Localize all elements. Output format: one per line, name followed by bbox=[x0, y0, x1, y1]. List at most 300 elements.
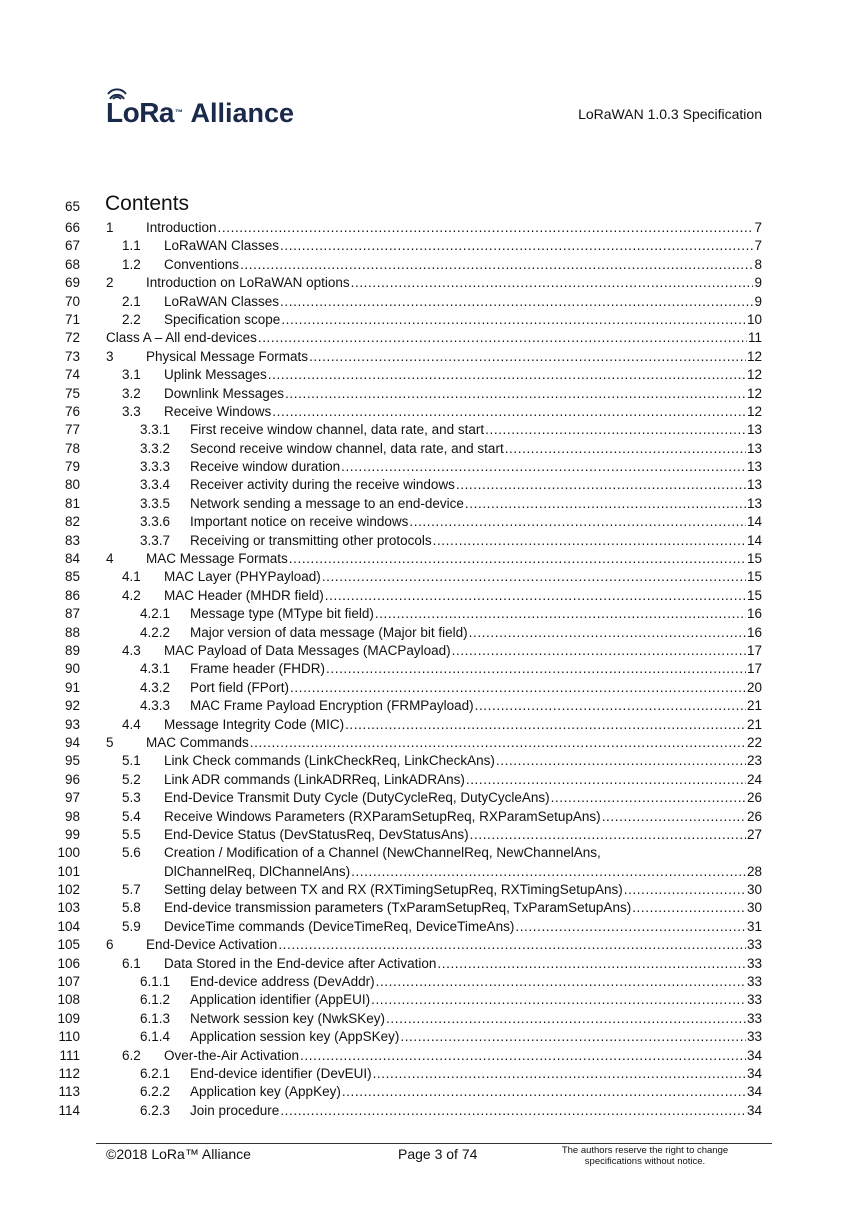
toc-section-title: Receiving or transmitting other protocols bbox=[190, 532, 432, 548]
toc-row bbox=[0, 532, 868, 550]
dot-leader bbox=[505, 440, 746, 458]
toc-page-number: 34 bbox=[746, 1065, 762, 1081]
dot-leader bbox=[475, 697, 746, 715]
dot-leader bbox=[456, 476, 746, 494]
toc-section-title: End-Device Status (DevStatusReq, DevStatusAns) bbox=[164, 826, 469, 842]
contents-heading-row bbox=[0, 192, 868, 217]
toc-section-number: 3.1 bbox=[122, 367, 141, 383]
toc-row bbox=[0, 311, 868, 329]
toc-entry-link[interactable] bbox=[122, 789, 762, 807]
toc-page-number: 7 bbox=[754, 238, 762, 254]
toc-entry-link[interactable] bbox=[140, 440, 762, 458]
toc-entry-link[interactable] bbox=[140, 513, 762, 531]
toc-section-title: Network session key (NwkSKey) bbox=[190, 1010, 386, 1026]
toc-row bbox=[0, 642, 868, 660]
toc-section-number: 4.2 bbox=[122, 587, 141, 603]
toc-section-title: Receive Windows Parameters (RXParamSetupReq, RXParamSetupAns) bbox=[164, 808, 601, 824]
line-number: 69 bbox=[64, 275, 80, 291]
dot-leader bbox=[322, 568, 746, 586]
line-number: 80 bbox=[64, 477, 80, 493]
document-title: LoRaWAN 1.0.3 Specification bbox=[578, 106, 762, 122]
toc-section-title: Receive window duration bbox=[190, 459, 341, 475]
line-number: 65 bbox=[64, 199, 80, 214]
toc-row bbox=[0, 403, 868, 421]
dot-leader bbox=[632, 899, 746, 917]
toc-section-number: 3.3.1 bbox=[140, 422, 171, 438]
toc-entry-link[interactable] bbox=[140, 1010, 762, 1028]
toc-page-number: 24 bbox=[746, 771, 762, 787]
line-number: 90 bbox=[64, 661, 80, 677]
toc-section-number: 6.1.4 bbox=[140, 1029, 171, 1045]
dot-leader bbox=[465, 495, 746, 513]
dot-leader bbox=[624, 881, 746, 899]
toc-row bbox=[0, 293, 868, 311]
toc-row bbox=[0, 237, 868, 255]
toc-row bbox=[0, 716, 868, 734]
toc-section-title: Application key (AppKey) bbox=[190, 1084, 341, 1100]
toc-entry-link[interactable] bbox=[122, 918, 762, 936]
dot-leader bbox=[602, 808, 746, 826]
toc-page-number: 13 bbox=[746, 459, 762, 475]
footer-copyright: ©2018 LoRa™ Alliance bbox=[106, 1146, 251, 1162]
dot-leader bbox=[218, 219, 754, 237]
toc-entry-link[interactable] bbox=[140, 697, 762, 715]
dot-leader bbox=[342, 1083, 746, 1101]
line-number: 107 bbox=[57, 974, 80, 990]
dot-leader bbox=[278, 936, 746, 954]
dot-leader bbox=[326, 660, 746, 678]
toc-section-number: 3 bbox=[106, 348, 114, 364]
toc-row bbox=[0, 789, 868, 807]
toc-section-number: 6.1 bbox=[122, 955, 141, 971]
toc-entry-link[interactable] bbox=[140, 476, 762, 494]
toc-section-number: 5.4 bbox=[122, 808, 141, 824]
toc-section-title: Physical Message Formats bbox=[146, 348, 309, 364]
line-number: 77 bbox=[64, 422, 80, 438]
toc-row bbox=[0, 440, 868, 458]
toc-section-title: First receive window channel, data rate, and start bbox=[190, 422, 485, 438]
toc-entry-link[interactable] bbox=[122, 1047, 762, 1065]
line-number: 110 bbox=[58, 1029, 80, 1045]
signal-waves-icon bbox=[107, 86, 127, 100]
line-number: 79 bbox=[64, 459, 80, 475]
dot-leader bbox=[485, 421, 746, 439]
toc-entry-link[interactable] bbox=[122, 771, 762, 789]
line-number: 100 bbox=[57, 845, 80, 861]
toc-section-number: 6.2.3 bbox=[140, 1102, 171, 1118]
line-number: 68 bbox=[64, 256, 80, 272]
toc-page-number: 15 bbox=[746, 587, 762, 603]
toc-section-number: 2 bbox=[106, 275, 114, 291]
line-number: 102 bbox=[57, 882, 80, 898]
line-number: 99 bbox=[64, 826, 80, 842]
toc-section-title: Message Integrity Code (MIC) bbox=[164, 716, 345, 732]
toc-entry-link[interactable] bbox=[122, 385, 762, 403]
toc-section-title: Introduction bbox=[146, 220, 217, 235]
toc-section-title: Setting delay between TX and RX (RXTimingSetupReq, RXTimingSetupAns) bbox=[164, 882, 623, 898]
dot-leader bbox=[345, 716, 746, 734]
toc-page-number: 34 bbox=[746, 1047, 762, 1063]
toc-page-number: 33 bbox=[746, 1029, 762, 1045]
dot-leader bbox=[300, 1047, 746, 1065]
toc-entry-link[interactable] bbox=[106, 550, 762, 568]
toc-page-number: 13 bbox=[746, 495, 762, 511]
toc-section-number: 3.3.6 bbox=[140, 514, 171, 530]
line-number: 88 bbox=[64, 624, 80, 640]
line-number: 78 bbox=[64, 440, 80, 456]
toc-entry-link[interactable] bbox=[122, 808, 762, 826]
logo-letters bbox=[106, 98, 174, 128]
toc-row bbox=[0, 899, 868, 917]
toc-row bbox=[0, 808, 868, 826]
toc-row bbox=[0, 679, 868, 697]
line-number: 93 bbox=[64, 716, 80, 732]
toc-page-number: 23 bbox=[746, 753, 762, 769]
toc-section-title: Over-the-Air Activation bbox=[164, 1047, 300, 1063]
toc-page-number: 17 bbox=[746, 661, 762, 677]
toc-entry-link[interactable] bbox=[106, 274, 762, 292]
toc-row bbox=[0, 624, 868, 642]
toc-section-number: 4.1 bbox=[122, 569, 141, 585]
toc-page-number: 21 bbox=[746, 698, 762, 714]
toc-entry-link[interactable] bbox=[122, 826, 762, 844]
line-number: 98 bbox=[64, 808, 80, 824]
toc-page-number: 21 bbox=[746, 716, 762, 732]
toc-section-title: End-device transmission parameters (TxParamSetupReq, TxParamSetupAns) bbox=[164, 900, 632, 916]
toc-section-number: 6.1.3 bbox=[140, 1010, 171, 1026]
toc-page-number: 34 bbox=[746, 1102, 762, 1118]
line-number: 92 bbox=[64, 698, 80, 714]
toc-entry-link[interactable] bbox=[122, 366, 762, 384]
toc-row bbox=[0, 513, 868, 531]
line-number: 70 bbox=[64, 293, 80, 309]
toc-row bbox=[0, 329, 868, 347]
toc-entry-link[interactable] bbox=[122, 955, 762, 973]
toc-section-title: LoRaWAN Classes bbox=[164, 293, 280, 309]
dot-leader bbox=[289, 550, 746, 568]
toc-section-title: End-device address (DevAddr) bbox=[190, 974, 375, 990]
toc-row bbox=[0, 752, 868, 770]
toc-row bbox=[0, 826, 868, 844]
toc-row bbox=[0, 734, 868, 752]
toc-page-number: 33 bbox=[746, 992, 762, 1008]
toc-section-title: Link Check commands (LinkCheckReq, LinkCheckAns) bbox=[164, 753, 495, 769]
toc-section-title: Message type (MType bit field) bbox=[190, 606, 374, 622]
toc-entry-link[interactable] bbox=[140, 421, 762, 439]
toc-entry-link[interactable] bbox=[122, 293, 762, 311]
toc-section-title: MAC Frame Payload Encryption (FRMPayload) bbox=[190, 698, 474, 714]
line-number: 112 bbox=[58, 1065, 80, 1081]
dot-leader bbox=[433, 532, 746, 550]
toc-section-number: 5.6 bbox=[122, 845, 141, 861]
toc-page-number: 33 bbox=[746, 937, 762, 953]
toc-page-number: 10 bbox=[746, 311, 762, 327]
toc-page-number: 13 bbox=[746, 440, 762, 456]
line-number: 86 bbox=[64, 587, 80, 603]
toc-section-title: Receive Windows bbox=[164, 403, 272, 419]
toc-entry-link[interactable] bbox=[140, 605, 762, 623]
toc-page-number: 12 bbox=[746, 348, 762, 364]
toc-section-title: Creation / Modification of a Channel (NewChannelReq, NewChannelAns, bbox=[164, 845, 601, 861]
toc-section-title: Uplink Messages bbox=[164, 367, 267, 383]
toc-entry-link[interactable] bbox=[140, 1065, 762, 1083]
toc-page-number: 13 bbox=[746, 422, 762, 438]
toc-page-number: 15 bbox=[746, 551, 762, 567]
toc-section-number: 4.3 bbox=[122, 642, 141, 658]
toc-entry-link[interactable] bbox=[122, 403, 762, 421]
dot-leader bbox=[515, 918, 746, 936]
toc-page-number: 20 bbox=[746, 679, 762, 695]
toc-section-number: 3.2 bbox=[122, 385, 141, 401]
toc-section-number: 1 bbox=[106, 220, 114, 235]
toc-entry-link[interactable] bbox=[122, 716, 762, 734]
toc-entry-link[interactable] bbox=[122, 237, 762, 255]
toc-section-number: 5.7 bbox=[122, 882, 141, 898]
toc-page-number: 13 bbox=[746, 477, 762, 493]
toc-row bbox=[0, 274, 868, 292]
toc-section-number: 4.3.2 bbox=[140, 679, 171, 695]
line-number: 89 bbox=[64, 642, 80, 658]
line-number: 91 bbox=[64, 679, 80, 695]
dot-leader bbox=[375, 605, 746, 623]
toc-entry-link[interactable] bbox=[140, 973, 762, 991]
toc-section-number: 4 bbox=[106, 551, 114, 567]
toc-entry-link[interactable] bbox=[140, 660, 762, 678]
line-number: 81 bbox=[64, 495, 80, 511]
toc-page-number: 12 bbox=[746, 367, 762, 383]
toc-page-number: 17 bbox=[746, 642, 762, 658]
toc-row bbox=[0, 587, 868, 605]
dot-leader bbox=[351, 274, 754, 292]
toc-row bbox=[0, 550, 868, 568]
dot-leader bbox=[496, 752, 746, 770]
toc-section-title: Introduction on LoRaWAN options bbox=[146, 275, 350, 291]
dot-leader bbox=[400, 1028, 746, 1046]
toc-page-number: 27 bbox=[746, 826, 762, 842]
dot-leader bbox=[280, 293, 753, 311]
toc-entry-link[interactable] bbox=[106, 734, 762, 752]
dot-leader bbox=[351, 863, 746, 881]
toc-page-number: 8 bbox=[754, 256, 762, 272]
toc-row bbox=[0, 660, 868, 678]
toc-section-title: Class A – All end-devices bbox=[106, 330, 257, 346]
toc-section-title: Conventions bbox=[164, 256, 240, 272]
toc-page-number: 11 bbox=[747, 330, 762, 346]
toc-entry-link[interactable] bbox=[122, 568, 762, 586]
toc-row bbox=[0, 348, 868, 366]
toc-entry-link[interactable] bbox=[106, 329, 762, 347]
dot-leader bbox=[409, 513, 746, 531]
line-number: 83 bbox=[64, 532, 80, 548]
dot-leader bbox=[470, 826, 746, 844]
toc-row bbox=[0, 495, 868, 513]
toc-page-number: 26 bbox=[746, 808, 762, 824]
line-number: 66 bbox=[64, 220, 80, 235]
toc-row bbox=[0, 1028, 868, 1046]
dot-leader bbox=[466, 771, 746, 789]
toc-entry-link[interactable] bbox=[106, 219, 762, 237]
dot-leader bbox=[373, 1065, 746, 1083]
toc-section-number: 1.2 bbox=[122, 256, 141, 272]
toc-section-title: Join procedure bbox=[190, 1102, 280, 1118]
toc-page-number: 7 bbox=[754, 220, 762, 235]
toc-section-number: 6.1.1 bbox=[140, 974, 171, 990]
toc-entry-link[interactable] bbox=[140, 991, 762, 1009]
dot-leader bbox=[285, 385, 746, 403]
toc-section-number: 4.3.1 bbox=[140, 661, 171, 677]
toc-row bbox=[0, 697, 868, 715]
line-number: 75 bbox=[64, 385, 80, 401]
toc-entry-link[interactable] bbox=[122, 899, 762, 917]
toc-entry-link[interactable] bbox=[122, 311, 762, 329]
line-number: 101 bbox=[57, 863, 80, 879]
toc-entry-link[interactable] bbox=[122, 256, 762, 274]
line-number: 71 bbox=[64, 311, 80, 327]
toc-entry-link[interactable] bbox=[106, 348, 762, 366]
toc-section-number: 5 bbox=[106, 734, 114, 750]
toc-page-number: 16 bbox=[746, 624, 762, 640]
toc-page-number: 15 bbox=[746, 569, 762, 585]
logo-trademark: ™ bbox=[175, 108, 183, 117]
toc-section-title: End-Device Activation bbox=[146, 937, 278, 953]
toc-section-title: Important notice on receive windows bbox=[190, 514, 409, 530]
dot-leader bbox=[280, 237, 753, 255]
dot-leader bbox=[371, 991, 746, 1009]
toc-row bbox=[0, 605, 868, 623]
toc-section-number: 3.3.4 bbox=[140, 477, 171, 493]
toc-section-title: Frame header (FHDR) bbox=[190, 661, 326, 677]
line-number: 67 bbox=[64, 238, 80, 254]
dot-leader bbox=[290, 679, 746, 697]
toc-row bbox=[0, 1102, 868, 1120]
toc-section-title: MAC Message Formats bbox=[146, 551, 288, 567]
dot-leader bbox=[325, 587, 746, 605]
line-number: 97 bbox=[64, 790, 80, 806]
table-of-contents bbox=[0, 219, 868, 1120]
line-number: 105 bbox=[57, 937, 80, 953]
toc-section-number: 4.2.1 bbox=[140, 606, 171, 622]
toc-section-number: 3.3.5 bbox=[140, 495, 171, 511]
toc-row bbox=[0, 973, 868, 991]
line-number: 74 bbox=[64, 367, 80, 383]
dot-leader bbox=[469, 624, 746, 642]
line-number: 113 bbox=[58, 1084, 80, 1100]
toc-section-number: 2.2 bbox=[122, 311, 141, 327]
toc-section-number: 5.9 bbox=[122, 918, 141, 934]
toc-entry-link[interactable] bbox=[122, 587, 762, 605]
toc-entry-link[interactable] bbox=[140, 458, 762, 476]
toc-entry-link[interactable] bbox=[140, 679, 762, 697]
toc-section-title: Second receive window channel, data rate, and start bbox=[190, 440, 504, 456]
dot-leader bbox=[551, 789, 746, 807]
toc-entry-link[interactable] bbox=[140, 1102, 762, 1120]
line-number: 72 bbox=[64, 330, 80, 346]
toc-row bbox=[0, 844, 868, 862]
toc-section-number: 3.3.3 bbox=[140, 459, 171, 475]
toc-page-number: 33 bbox=[746, 974, 762, 990]
toc-entry-link[interactable] bbox=[122, 844, 601, 862]
toc-section-title: MAC Commands bbox=[146, 734, 249, 750]
toc-entry-link[interactable] bbox=[122, 881, 762, 899]
toc-section-title: Downlink Messages bbox=[164, 385, 285, 401]
toc-section-title: DlChannelReq, DlChannelAns) bbox=[164, 863, 351, 879]
line-number: 96 bbox=[64, 771, 80, 787]
logo-word: Alliance bbox=[190, 98, 295, 128]
toc-page-number: 33 bbox=[746, 955, 762, 971]
toc-section-title: Link ADR commands (LinkADRReq, LinkADRAns) bbox=[164, 771, 465, 787]
toc-page-number: 33 bbox=[746, 1010, 762, 1026]
toc-section-number: 5.2 bbox=[122, 771, 141, 787]
toc-section-number: 3.3 bbox=[122, 403, 141, 419]
dot-leader bbox=[452, 642, 746, 660]
toc-entry-link[interactable] bbox=[122, 752, 762, 770]
toc-row bbox=[0, 458, 868, 476]
toc-row bbox=[0, 771, 868, 789]
toc-section-number: 6.1.2 bbox=[140, 992, 171, 1008]
toc-row bbox=[0, 881, 868, 899]
toc-section-title: Specification scope bbox=[164, 311, 281, 327]
toc-row bbox=[0, 918, 868, 936]
logo-mark-text: LoRa bbox=[106, 97, 174, 128]
toc-page-number: 9 bbox=[754, 275, 762, 291]
line-number: 103 bbox=[57, 900, 80, 916]
toc-section-title: Data Stored in the End-device after Activation bbox=[164, 955, 437, 971]
toc-entry-link[interactable] bbox=[140, 1028, 762, 1046]
toc-entry-link[interactable] bbox=[164, 863, 762, 881]
line-number: 76 bbox=[64, 403, 80, 419]
toc-page-number: 26 bbox=[746, 790, 762, 806]
line-number: 94 bbox=[64, 734, 80, 750]
dot-leader bbox=[281, 311, 746, 329]
toc-section-title: Receiver activity during the receive windows bbox=[190, 477, 455, 493]
toc-page-number: 28 bbox=[746, 863, 762, 879]
toc-page-number: 12 bbox=[746, 385, 762, 401]
dot-leader bbox=[280, 1102, 746, 1120]
toc-page-number: 12 bbox=[746, 403, 762, 419]
line-number: 109 bbox=[57, 1010, 80, 1026]
toc-section-title: Major version of data message (Major bit field) bbox=[190, 624, 468, 640]
dot-leader bbox=[258, 329, 747, 347]
toc-section-number: 3.3.2 bbox=[140, 440, 171, 456]
toc-section-title: Port field (FPort) bbox=[190, 679, 290, 695]
toc-row bbox=[0, 476, 868, 494]
toc-section-title: End-Device Transmit Duty Cycle (DutyCycleReq, DutyCycleAns) bbox=[164, 790, 550, 806]
toc-section-number: 6.2.1 bbox=[140, 1065, 171, 1081]
toc-entry-link[interactable] bbox=[140, 624, 762, 642]
dot-leader bbox=[341, 458, 746, 476]
toc-row bbox=[0, 863, 868, 881]
toc-section-title: MAC Layer (PHYPayload) bbox=[164, 569, 321, 585]
toc-section-number: 4.3.3 bbox=[140, 698, 171, 714]
toc-entry-link[interactable] bbox=[140, 495, 762, 513]
toc-section-number: 4.2.2 bbox=[140, 624, 171, 640]
toc-entry-link[interactable] bbox=[140, 532, 762, 550]
toc-page-number: 30 bbox=[746, 882, 762, 898]
toc-section-number: 5.1 bbox=[122, 753, 141, 769]
line-number: 87 bbox=[64, 606, 80, 622]
toc-row bbox=[0, 366, 868, 384]
toc-entry-link[interactable] bbox=[122, 642, 762, 660]
line-number: 108 bbox=[57, 992, 80, 1008]
logo-mark bbox=[106, 98, 183, 128]
toc-entry-link[interactable] bbox=[140, 1083, 762, 1101]
toc-page-number: 9 bbox=[754, 293, 762, 309]
dot-leader bbox=[437, 955, 746, 973]
toc-row bbox=[0, 385, 868, 403]
toc-entry-link[interactable] bbox=[106, 936, 762, 954]
toc-section-title: LoRaWAN Classes bbox=[164, 238, 280, 254]
dot-leader bbox=[268, 366, 746, 384]
